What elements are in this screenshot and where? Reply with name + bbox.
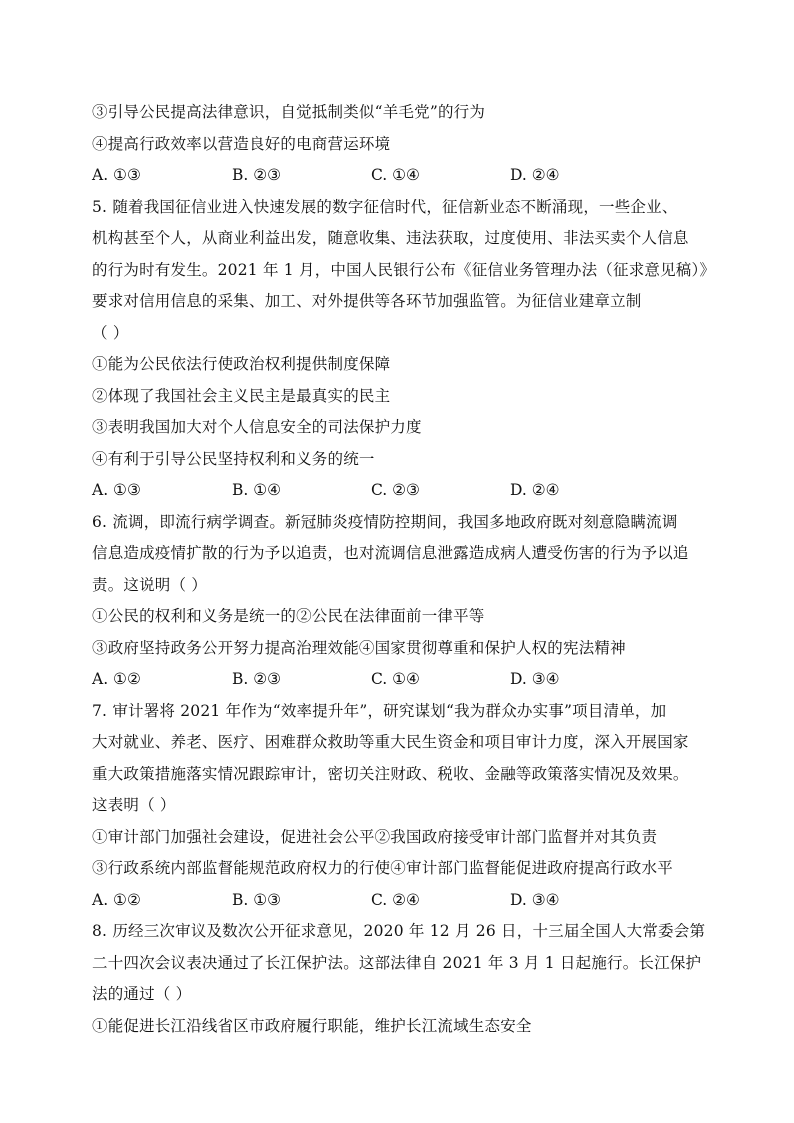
answer-option-d: D. ③④ — [510, 670, 560, 688]
text-line: 二十四次会议表决通过了长江保护法。这部法律自 2021 年 3 月 1 日起施行。长江保护 — [92, 953, 702, 972]
text-line: 责。这说明（ ） — [92, 575, 208, 594]
text-line: 信息造成疫情扩散的行为予以追责，也对流调信息泄露造成病人遭受伤害的行为予以追 — [92, 544, 689, 562]
text-line: 这表明（ ） — [92, 796, 176, 814]
text-line: 大对就业、养老、医疗、困难群众救助等重大民生资金和项目审计力度，深入开展国家 — [92, 733, 689, 751]
text-line: ②体现了我国社会主义民主是最真实的民主 — [92, 386, 391, 405]
text-line: 重大政策措施落实情况跟踪审计，密切关注财政、税收、金融等政策落实情况及效果。 — [92, 764, 689, 783]
answer-option-c: C. ①④ — [371, 670, 420, 688]
text-line: ①能为公民依法行使政治权利提供制度保障 — [92, 355, 391, 373]
answer-option-c: C. ②④ — [371, 890, 420, 909]
answer-option-c: C. ②③ — [371, 481, 420, 499]
text-line: ①审计部门加强社会建设，促进社会公平②我国政府接受审计部门监督并对其负责 — [92, 827, 658, 846]
answer-option-d: D. ②④ — [510, 166, 560, 184]
answer-option-a: A. ①③ — [92, 166, 141, 184]
text-line: （ ） — [92, 323, 129, 342]
answer-option-b: B. ①④ — [232, 481, 282, 499]
text-line: ①公民的权利和义务是统一的②公民在法律面前一律平等 — [92, 607, 485, 625]
answer-option-a: A. ①② — [92, 670, 141, 688]
answer-option-b: B. ②③ — [232, 670, 282, 688]
text-line: 的行为时有发生。2021 年 1 月，中国人民银行公布《征信业务管理办法（征求意见稿）》 — [92, 260, 716, 279]
text-line: 7. 审计署将 2021 年作为“效率提升年”，研究谋划“我为群众办实事”项目清单，加 — [92, 701, 667, 720]
text-line: ①能促进长江沿线省区市政府履行职能，维护长江流域生态安全 — [92, 1016, 532, 1035]
text-line: 8. 历经三次审议及数次公开征求意见，2020 年 12 月 26 日，十三届全国人大常委会第 — [92, 922, 706, 940]
text-line: 要求对信用信息的采集、加工、对外提供等各环节加强监管。为征信业建章立制 — [92, 292, 642, 310]
text-line: 机构甚至个人，从商业利益出发，随意收集、违法获取，过度使用、非法买卖个人信息 — [92, 229, 689, 247]
text-line: ③引导公民提高法律意识，自觉抵制类似“羊毛党”的行为 — [92, 103, 486, 121]
answer-option-d: D. ②④ — [510, 481, 560, 499]
answer-option-b: B. ①③ — [232, 890, 282, 909]
answer-option-a: A. ①③ — [92, 481, 141, 499]
text-line: 法的通过（ ） — [92, 985, 192, 1003]
answer-option-d: D. ③④ — [510, 890, 560, 909]
text-line: ④有利于引导公民坚持权利和义务的统一 — [92, 449, 375, 468]
answer-option-a: A. ①② — [92, 890, 141, 909]
text-line: 6. 流调，即流行病学调查。新冠肺炎疫情防控期间，我国多地政府既对刻意隐瞒流调 — [92, 512, 678, 531]
text-line: 5. 随着我国征信业进入快速发展的数字征信时代，征信新业态不断涌现，一些企业、 — [92, 197, 678, 216]
text-line: ④提高行政效率以营造良好的电商营运环境 — [92, 134, 391, 153]
text-line: ③行政系统内部监督能规范政府权力的行使④审计部门监督能促进政府提高行政水平 — [92, 859, 673, 877]
text-line: ③政府坚持政务公开努力提高治理效能④国家贯彻尊重和保护人权的宪法精神 — [92, 638, 626, 657]
text-line: ③表明我国加大对个人信息安全的司法保护力度 — [92, 418, 422, 436]
answer-option-c: C. ①④ — [371, 166, 420, 184]
answer-option-b: B. ②③ — [232, 166, 282, 184]
